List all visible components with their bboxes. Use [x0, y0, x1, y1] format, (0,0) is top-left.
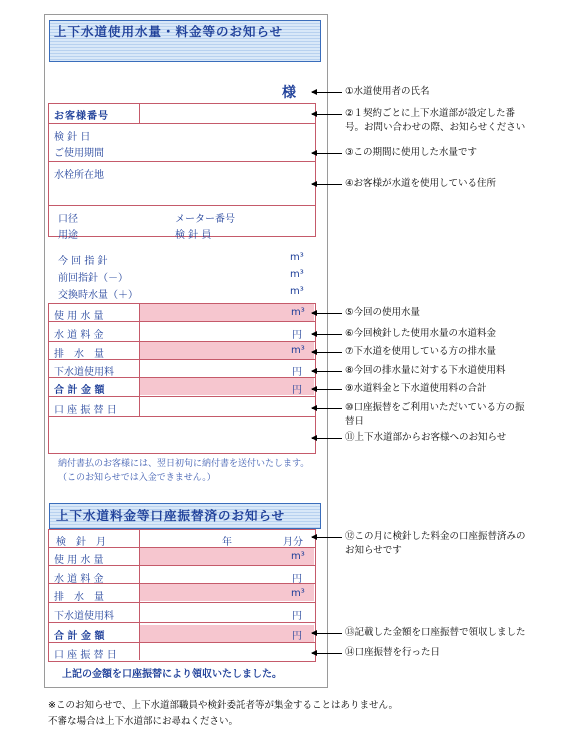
arrow-6 — [312, 334, 342, 335]
section2-title-banner — [49, 503, 321, 529]
annotation-7: ⑦下水道を使用している方の排水量 — [345, 346, 497, 357]
footer-line-1: ※このお知らせで、上下水道部職員や検針委託者等が集金することはありません。 — [48, 700, 399, 711]
honorific: 様 — [282, 85, 296, 101]
exchange-unit: m³ — [290, 286, 304, 297]
annotation-3: ③この期間に使用した水量です — [345, 147, 478, 158]
usage2-label: 使 用 水 量 — [54, 555, 104, 566]
month-label: 月分 — [283, 537, 303, 548]
prev-reading-unit: m³ — [290, 269, 304, 280]
period-label: ご使用期間 — [54, 148, 104, 159]
arrow-13 — [312, 633, 342, 634]
drain2-unit: m³ — [291, 588, 305, 599]
arrow-11 — [312, 438, 342, 439]
section2-title: 上下水道料金等口座振替済のお知らせ — [56, 508, 286, 523]
arrow-10 — [312, 408, 342, 409]
notice-line-2: （このお知らせでは入金できません。） — [58, 473, 216, 483]
inspector-label: 検 針 員 — [175, 230, 212, 241]
customer-no-label: お客様番号 — [54, 111, 109, 122]
annotation-4: ④お客様が水道を使用している住所 — [345, 178, 497, 189]
drain2-label: 排 水 量 — [54, 592, 104, 603]
current-reading-label: 今 回 指 針 — [58, 256, 108, 267]
annotation-12b: お知らせです — [345, 545, 402, 556]
sewer-fee2-unit: 円 — [292, 611, 302, 622]
annotation-1: ①水道使用者の氏名 — [345, 86, 430, 97]
receipt-text: 上記の金額を口座振替により領収いたしました。 — [62, 669, 282, 680]
arrow-4 — [312, 184, 342, 185]
arrow-9 — [312, 389, 342, 390]
sewer-fee-unit: 円 — [292, 367, 302, 378]
water-fee2-unit: 円 — [292, 574, 302, 585]
debit-date2-label: 口 座 振 替 日 — [54, 650, 117, 661]
annotation-10b: 替日 — [345, 416, 365, 427]
annotation-10a: ⑩口座振替をご利用いただいている方の振 — [345, 402, 525, 413]
arrow-12 — [312, 537, 342, 538]
arrow-14 — [312, 653, 342, 654]
arrow-2 — [312, 114, 342, 115]
sewer-fee2-label: 下水道使用料 — [54, 611, 114, 622]
water-fee-label: 水 道 料 金 — [54, 330, 104, 341]
arrow-8 — [312, 371, 342, 372]
annotation-8: ⑧今回の排水量に対する下水道使用料 — [345, 365, 506, 376]
arrow-5 — [312, 313, 342, 314]
meter-date-label: 検 針 日 — [54, 132, 91, 143]
location-label: 水栓所在地 — [54, 170, 104, 181]
total2-label: 合 計 金 額 — [54, 631, 105, 642]
year-label: 年 — [222, 537, 232, 548]
arrow-3 — [312, 153, 342, 154]
annotation-14: ⑭口座振替を行った日 — [345, 647, 441, 658]
debit-date-label: 口 座 振 替 日 — [54, 405, 117, 416]
total-label: 合 計 金 額 — [54, 385, 105, 396]
total-unit: 円 — [292, 385, 302, 396]
sewer-fee-label: 下水道使用料 — [54, 367, 114, 378]
annotation-12a: ⑫この月に検針した料金の口座振替済みの — [345, 531, 526, 542]
form-title: 上下水道使用水量・料金等のお知らせ — [54, 24, 284, 39]
annotation-9: ⑨水道料金と下水道使用料の合計 — [345, 383, 487, 394]
water-fee-unit: 円 — [292, 330, 302, 341]
usage-label: 使 用 水 量 — [54, 311, 104, 322]
total2-unit: 円 — [292, 631, 302, 642]
notice-line-1: 納付書払のお客様には、翌日初旬に納付書を送付いたします。 — [58, 459, 310, 469]
drain-unit: m³ — [291, 345, 305, 356]
usage2-unit: m³ — [291, 551, 305, 562]
arrow-1 — [312, 92, 342, 93]
meter-no-label: メーター番号 — [175, 214, 235, 225]
form-title-banner — [49, 20, 321, 62]
arrow-7 — [312, 352, 342, 353]
annotation-13: ⑬記載した金額を口座振替で領収しました — [345, 627, 526, 638]
usage-unit: m³ — [291, 307, 305, 318]
footer-line-2: 不審な場合は上下水道部にお尋ねください。 — [48, 716, 239, 727]
annotation-11: ⑪上下水道部からお客様へのお知らせ — [345, 432, 507, 443]
current-reading-unit: m³ — [290, 252, 304, 263]
drain-label: 排 水 量 — [54, 349, 104, 360]
water-fee2-label: 水 道 料 金 — [54, 574, 104, 585]
annotation-2b: 号。お問い合わせの際、お知らせください — [345, 122, 526, 133]
annotation-5: ⑤今回の使用水量 — [345, 307, 421, 318]
annotation-2a: ②１契約ごとに上下水道部が設定した番 — [345, 108, 516, 119]
annotation-6: ⑥今回検針した使用水量の水道料金 — [345, 328, 497, 339]
exchange-label: 交換時水量（＋） — [58, 290, 138, 301]
use-label: 用途 — [58, 230, 78, 241]
prev-reading-label: 前回指針（－） — [58, 273, 128, 284]
meter-month-label: 検 針 月 — [56, 537, 106, 548]
bore-label: 口径 — [58, 214, 78, 225]
